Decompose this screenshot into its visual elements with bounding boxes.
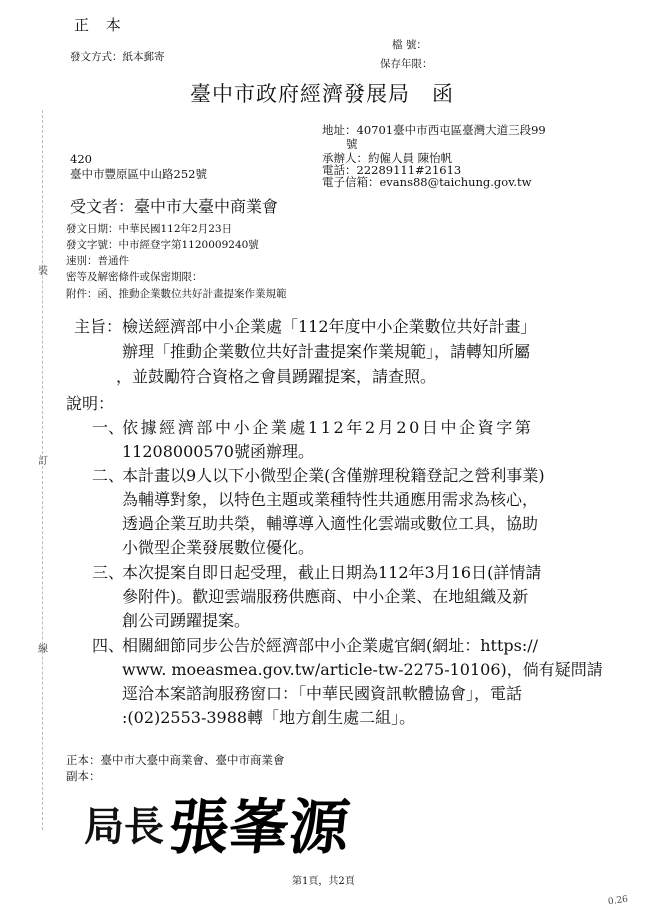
item-line: :(02)2553-3988轉「地方創生處二組」。 [122, 708, 416, 727]
margin-mark-bind: 裝 [38, 266, 48, 277]
file-no: 檔 號： [392, 39, 427, 51]
sender-contact: 承辦人：約僱人員 陳怡帆 [322, 151, 453, 165]
item-line: 創公司踴躍提案。 [122, 611, 251, 630]
retention: 保存年限： [380, 58, 433, 70]
item-line: 本計畫以9人以下小微型企業(含僅辦理稅籍登記之營利事業) [122, 466, 545, 485]
recipient-address: 臺中市豐原區中山路252號 [70, 167, 207, 181]
recipient-postal: 420 [70, 152, 92, 166]
item-number: 四、 [92, 636, 125, 655]
item-line: www. moeasmea.gov.tw/article-tw-2275-10106)，倘有疑問請 [122, 660, 603, 679]
addressee: 受文者：臺中市大臺中商業會 [70, 197, 279, 216]
attachment: 附件：函、推動企業數位共好計畫提案作業規範 [66, 288, 287, 300]
item-line: 為輔導對象，以特色主題或業種特性共通應用需求為核心， [122, 490, 539, 509]
secrecy: 密等及解密條件或保密期限： [66, 271, 203, 283]
copy-mark: 正 本 [74, 16, 127, 34]
svg-text:局長: 局長 [84, 803, 164, 850]
explanation-label: 說明： [66, 394, 115, 413]
dispatch-method: 發文方式：紙本郵寄 [70, 51, 165, 63]
dispatch-number: 發文字號：中市經登字第1120009240號 [66, 239, 259, 251]
subject-line: ，並鼓勵符合資格之會員踴躍提案，請查照。 [116, 367, 437, 386]
item-line: 小微型企業發展數位優化。 [122, 538, 315, 557]
distribution-copy: 副本： [66, 769, 101, 783]
margin-mark-staple: 訂 [38, 456, 48, 467]
speed: 速別：普通件 [66, 255, 129, 267]
stamp-code: 0.26 [607, 894, 629, 908]
sender-address: 地址：40701臺中市西屯區臺灣大道三段99 [322, 123, 546, 137]
signature-graphic [82, 782, 412, 862]
svg-text:張峯源: 張峯源 [165, 793, 353, 862]
item-number: 二、 [92, 466, 125, 485]
margin-mark-line: 線 [38, 644, 48, 655]
dispatch-date: 發文日期：中華民國112年2月23日 [66, 223, 233, 235]
item-line: 透過企業互助共榮，輔導導入適性化雲端或數位工具，協助 [122, 514, 539, 533]
item-line: 參附件)。歡迎雲端服務供應商、中小企業、在地組織及新 [122, 587, 529, 606]
document-title: 臺中市政府經濟發展局 函 [190, 82, 454, 106]
sender-email: 電子信箱：evans88@taichung.gov.tw [322, 175, 532, 189]
item-line: 逕洽本案諮詢服務窗口：「中華民國資訊軟體協會」，電話 [122, 684, 523, 703]
item-line: 相關細節同步公告於經濟部中小企業處官網(網址：https:// [122, 636, 539, 655]
item-number: 一、 [92, 418, 125, 437]
director-signature [82, 782, 412, 866]
sender-phone: 電話：22289111#21613 [322, 163, 462, 177]
page-number: 第1頁，共2頁 [292, 876, 355, 887]
item-line: 本次提案自即日起受理，截止日期為112年3月16日(詳情請 [122, 563, 542, 582]
binding-line [42, 110, 43, 830]
subject-line: 檢送經濟部中小企業處「112年度中小企業數位共好計畫」 [122, 317, 537, 336]
subject-line: 辦理「推動企業數位共好計畫提案作業規範」，請轉知所屬 [122, 342, 531, 361]
sender-address-cont: 號 [346, 137, 358, 151]
item-line: 11208000570號函辦理。 [122, 442, 314, 461]
distribution-original: 正本：臺中市大臺中商業會、臺中市商業會 [66, 753, 285, 767]
item-number: 三、 [92, 563, 125, 582]
subject-label: 主旨： [74, 317, 123, 336]
item-line: 依據經濟部中小企業處112年2月20日中企資字第 [122, 418, 534, 437]
